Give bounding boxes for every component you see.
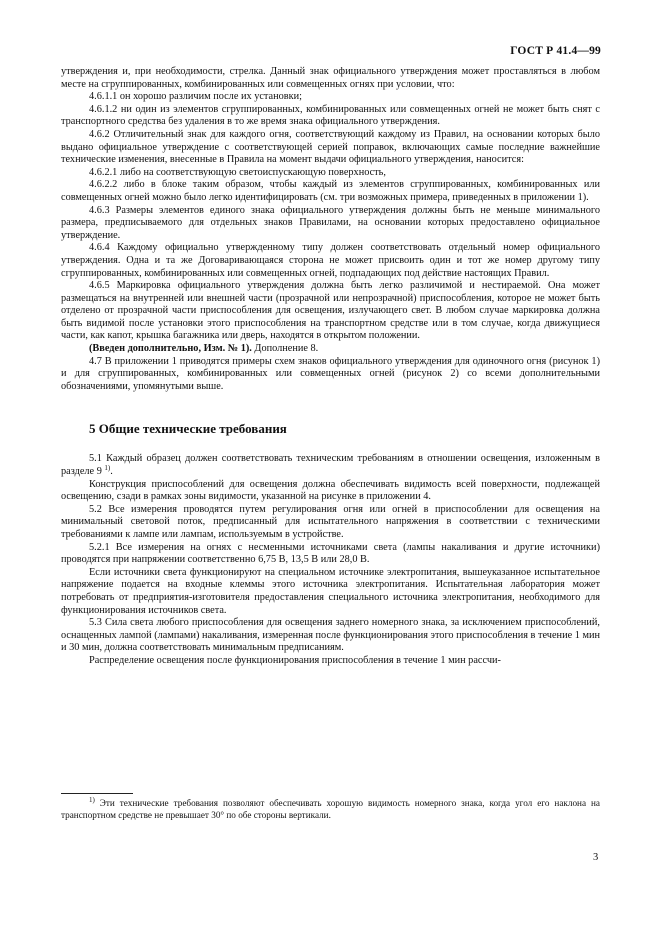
page-body [61,66,600,668]
paragraph-4-6-5: 4.6.5 Маркировка официального утверждения должна быть легко различимой и нестираемой. Она может размещаться на внутренней или внешней части (прозрачной или непрозрачной) приспособления, которое не может быть отделено от прозрачной части приспособления для освещения, излучающего свет. В любом случае маркировка должна быть видимой после установки этого приспособления на транспортном средстве или в том случае, когда движущиеся части, как капот, крышка багажника или дверь, находятся в открытом положении. [61,280,600,342]
paragraph-5-1-end: . [110,466,113,478]
paragraph-design: Конструкция приспособлений для освещения должна обеспечивать видимость всей поверхности, подлежащей освещению, сзади в рамках зоны видимости, указанной на рисунке в приложении 4. [61,478,600,503]
amendment-note [61,343,600,356]
section-heading: 5 Общие технические требования [89,421,287,437]
footnote-marker: 1) [89,796,95,804]
paragraph-5-1 [61,453,600,478]
paragraph-5-2-1: 5.2.1 Все измерения на огнях с несменными источниками света (лампы накаливания и другие источники) проводятся при напряжении соответственно 6,75 В, 13,5 В или 28,0 В. [61,541,600,566]
paragraph-4-6-1-1: 4.6.1.1 он хорошо различим после их установки; [89,91,303,103]
footnote-divider [61,793,133,794]
paragraph-5-3: 5.3 Сила света любого приспособления для освещения заднего номерного знака, за исключением приспособлений, оснащенных лампой (лампами) накаливания, измеренная после функционирования этого приспособления в течение 1 мин и 30 мин, должна соответствовать минимальным предписаниям. [61,617,600,654]
paragraph-4-6-2-1: 4.6.2.1 либо на соответствующую светоиспускающую поверхность, [89,166,386,178]
footnote-ref[interactable]: 1) [104,464,111,473]
footnote [61,798,600,821]
page-number: 3 [593,852,599,863]
paragraph-5-1-text: 5.1 Каждый образец должен соответствовать техническим требованиям в отношении освещения, изложенным в разделе 9 [61,453,600,478]
paragraph-4-7: 4.7 В приложении 1 приводятся примеры схем знаков официального утверждения для одиночного огня (рисунок 1) и для сгруппированных, комбинированных или совмещенных огней (рисунок 2) со всеми дополнительными обозначениями, упомянутыми выше. [61,355,600,392]
paragraph-distribution: Распределение освещения после функционирования приспособления в течение 1 мин рассчи- [89,654,501,666]
paragraph-continuation: утверждения и, при необходимости, стрелка. Данный знак официального утверждения может проставляться в любом месте на сгруппированных, комбинированных или совмещенных огнях при условии, что: [61,66,600,90]
document-code-header: ГОСТ Р 41.4—99 [510,45,601,57]
paragraph-5-2: 5.2 Все измерения проводятся путем регулирования огня или огней в приспособлении для освещения на минимальный световой поток, предписанный для испытательного напряжения в соответствии с техническими требованиями к лампе или лампам, используемым в устройстве. [61,503,600,540]
paragraph-4-6-4: 4.6.4 Каждому официально утвержденному типу должен соответствовать отдельный номер официального утверждения. Одна и та же Договаривающаяся сторона не может присвоить один и тот же номер другому типу сгруппированных, комбинированных или совмещенных огней, подпадающих под действие настоящих Правил. [61,242,600,279]
paragraph-4-6-3: 4.6.3 Размеры элементов единого знака официального утверждения должны быть не меньше минимального размера, предписываемого для отдельных знаков Правилами, на основании которых предоставлено официальное утверждение. [61,204,600,241]
paragraph-4-6-1-2: 4.6.1.2 ни один из элементов сгруппированных, комбинированных или совмещенных огней не может быть снят с транспортного средства без удаления в то же время знака официального утверждения. [61,103,600,128]
amendment-rest: Дополнение 8. [251,343,319,355]
amendment-bold: (Введен дополнительно, Изм. № 1). [89,343,252,355]
paragraph-power-source: Если источники света функционируют на специальном источнике электропитания, вышеуказанное испытательное напряжение подается на входные клеммы этого источника электропитания. Испытательная лаборатория может потребовать от предприятия-изготовителя предоставления специального источника электропитания, необходимого для функционирования источников света. [61,566,600,616]
footnote-text: Эти технические требования позволяют обеспечивать хорошую видимость номерного знака, когда угол его наклона на транспортном средстве не превышает 30° по обе стороны вертикали. [61,798,600,820]
paragraph-4-6-2-2: 4.6.2.2 либо в блоке таким образом, чтобы каждый из элементов сгруппированных, комбинированных или совмещенных огней можно было легко идентифицировать (см. три возможных примера, приведенных в приложении 1). [61,179,600,203]
paragraph-4-6-2: 4.6.2 Отличительный знак для каждого огня, соответствующий каждому из Правил, на основании которых было выдано официальное утверждение с соответствующей серией поправок, включающих самые последние важнейшие технические изменения, внесенные в Правила на момент выдачи официального утверждения, наносится: [61,128,600,166]
footnote-text-line [61,798,600,821]
